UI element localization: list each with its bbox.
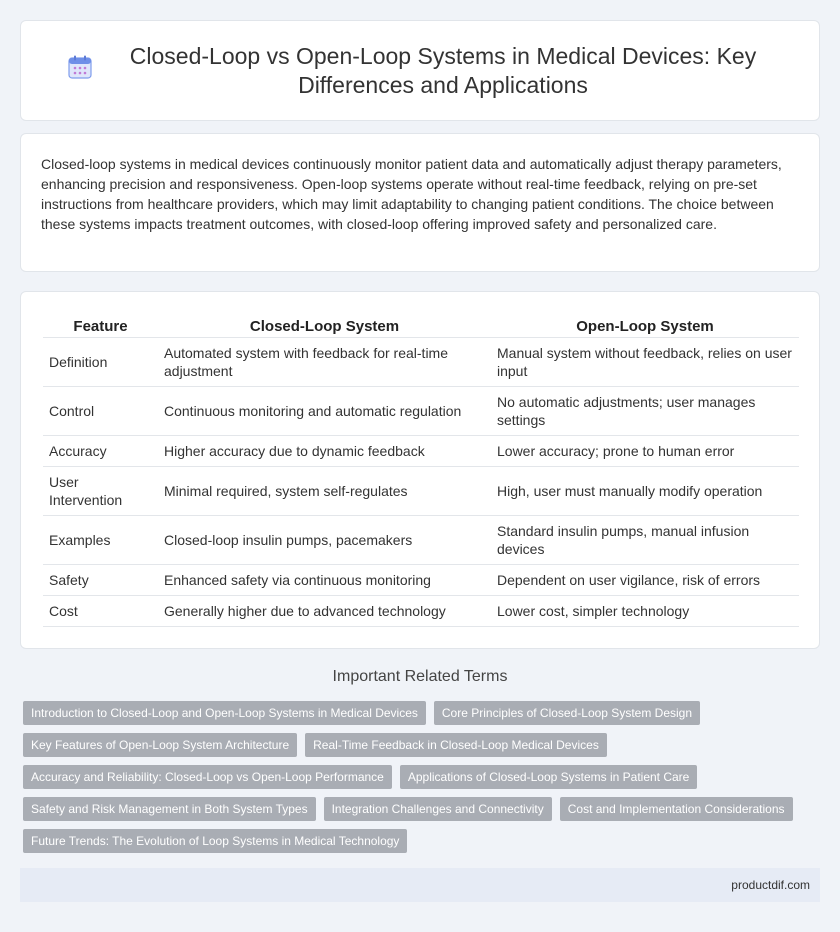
table-cell: High, user must manually modify operation xyxy=(491,467,799,516)
related-terms-list xyxy=(23,701,813,861)
calendar-icon xyxy=(67,54,93,80)
table-cell: Safety xyxy=(43,565,158,596)
intro-card xyxy=(20,133,820,272)
related-terms-heading: Important Related Terms xyxy=(332,668,508,685)
header-card xyxy=(20,20,820,121)
related-term-tag[interactable]: Safety and Risk Management in Both System Types xyxy=(23,797,316,821)
table-cell: Minimal required, system self-regulates xyxy=(158,467,491,516)
table-cell: User Intervention xyxy=(43,467,158,516)
related-term-tag[interactable]: Core Principles of Closed-Loop System Design xyxy=(434,701,700,725)
table-cell: Lower accuracy; prone to human error xyxy=(491,436,799,467)
table-cell: Cost xyxy=(43,596,158,627)
table-cell: Automated system with feedback for real-time adjustment xyxy=(158,338,491,387)
table-cell: Accuracy xyxy=(43,436,158,467)
comparison-table-card xyxy=(20,291,820,649)
table-cell: Control xyxy=(43,387,158,436)
column-header: Feature xyxy=(43,312,158,338)
related-term-tag[interactable]: Future Trends: The Evolution of Loop Systems in Medical Technology xyxy=(23,829,407,853)
footer-brand-link[interactable]: productdif.com xyxy=(731,878,810,892)
table-cell: No automatic adjustments; user manages settings xyxy=(491,387,799,436)
table-row xyxy=(43,338,799,387)
comparison-table xyxy=(43,312,799,627)
table-row xyxy=(43,565,799,596)
table-row xyxy=(43,596,799,627)
related-term-tag[interactable]: Applications of Closed-Loop Systems in Patient Care xyxy=(400,765,697,789)
table-cell: Standard insulin pumps, manual infusion devices xyxy=(491,516,799,565)
related-term-tag[interactable]: Integration Challenges and Connectivity xyxy=(324,797,552,821)
column-header: Open-Loop System xyxy=(491,312,799,338)
column-header: Closed-Loop System xyxy=(158,312,491,338)
footer xyxy=(20,868,820,902)
related-term-tag[interactable]: Introduction to Closed-Loop and Open-Loop Systems in Medical Devices xyxy=(23,701,426,725)
related-term-tag[interactable]: Cost and Implementation Considerations xyxy=(560,797,793,821)
related-term-tag[interactable]: Accuracy and Reliability: Closed-Loop vs Open-Loop Performance xyxy=(23,765,392,789)
page-title: Closed-Loop vs Open-Loop Systems in Medical Devices: Key Differences and Applications xyxy=(129,42,757,98)
table-cell: Enhanced safety via continuous monitoring xyxy=(158,565,491,596)
table-cell: Definition xyxy=(43,338,158,387)
table-row xyxy=(43,467,799,516)
table-cell: Higher accuracy due to dynamic feedback xyxy=(158,436,491,467)
table-cell: Manual system without feedback, relies on user input xyxy=(491,338,799,387)
intro-paragraph: Closed-loop systems in medical devices continuously monitor patient data and automatically adjust therapy parameters, enhancing precision and responsiveness. Open-loop systems operate without real-time feedback, relying on pre-set instructions from healthcare providers, which may limit adaptability to changing patient conditions. The choice between these systems impacts treatment outcomes, with closed-loop offering improved safety and personalized care. xyxy=(41,156,782,232)
table-cell: Dependent on user vigilance, risk of errors xyxy=(491,565,799,596)
table-header-row xyxy=(43,312,799,338)
table-row xyxy=(43,387,799,436)
table-cell: Generally higher due to advanced technology xyxy=(158,596,491,627)
table-cell: Examples xyxy=(43,516,158,565)
table-row xyxy=(43,516,799,565)
related-term-tag[interactable]: Real-Time Feedback in Closed-Loop Medical Devices xyxy=(305,733,607,757)
table-cell: Continuous monitoring and automatic regulation xyxy=(158,387,491,436)
table-cell: Lower cost, simpler technology xyxy=(491,596,799,627)
table-row xyxy=(43,436,799,467)
table-cell: Closed-loop insulin pumps, pacemakers xyxy=(158,516,491,565)
related-term-tag[interactable]: Key Features of Open-Loop System Architecture xyxy=(23,733,297,757)
